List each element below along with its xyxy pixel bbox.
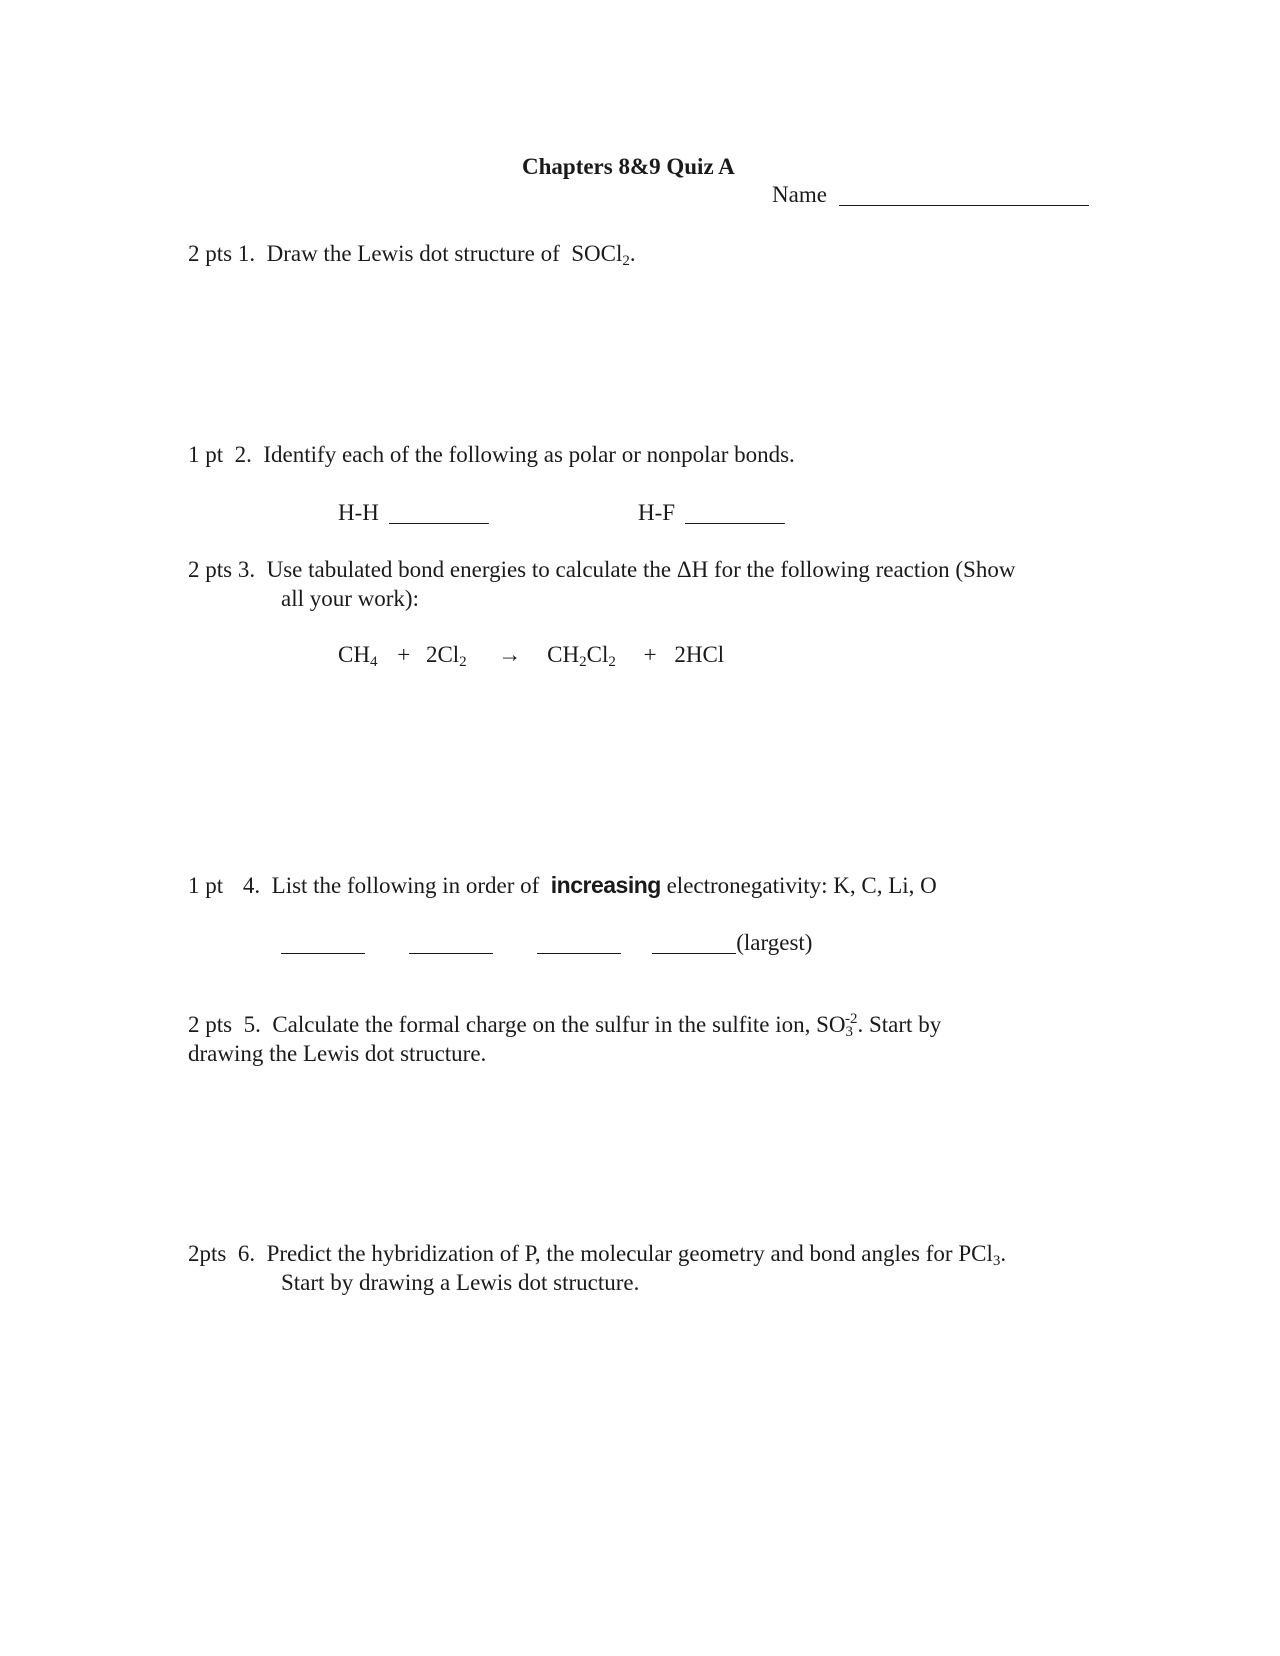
q2-points: 1 pt: [188, 442, 224, 467]
q4-largest-label: (largest): [736, 930, 813, 955]
q4-blank-4[interactable]: [652, 933, 736, 954]
q4-blank-1[interactable]: [281, 933, 365, 954]
q3-text-line-2: all your work):: [281, 586, 419, 611]
q2-bond-hf: [638, 501, 785, 524]
q2-bond-a-blank[interactable]: [389, 503, 489, 524]
q3-reaction: [338, 642, 725, 670]
q2-number: 2.: [234, 442, 252, 467]
q4-text-after: electronegativity: K, C, Li, O: [666, 873, 937, 898]
q5-points: 2 pts: [188, 1012, 233, 1037]
q6-sub: 3: [992, 1253, 1001, 1269]
q1-points: 2 pts: [188, 241, 233, 266]
q3-text-line-1: Use tabulated bond energies to calculate the ΔH for the following reaction (Show: [266, 557, 1016, 582]
question-1: [188, 241, 636, 269]
q5-sub: 3: [845, 1024, 853, 1040]
q1-period: .: [629, 241, 636, 266]
q6-text-line-2: Start by drawing a Lewis dot structure.: [281, 1270, 640, 1295]
name-blank[interactable]: [839, 185, 1089, 206]
q4-number: 4.: [242, 873, 261, 898]
q2-bond-hh: [338, 501, 489, 524]
q2-bond-b-label: H-F: [638, 500, 676, 525]
q1-formula-sub: 2: [622, 253, 630, 269]
q1-text: Draw the Lewis dot structure of: [266, 241, 560, 266]
quiz-title: Chapters 8&9 Quiz A: [522, 154, 735, 179]
question-4: [188, 874, 937, 897]
q1-formula: SOCl: [571, 241, 623, 266]
q6-period: .: [1000, 1241, 1007, 1266]
q4-blank-2[interactable]: [409, 933, 493, 954]
q6-text-line-1: Predict the hybridization of P, the molecular geometry and bond angles for PCl: [266, 1241, 993, 1266]
q5-line-2: drawing the Lewis dot structure.: [188, 1041, 487, 1066]
name-field: [772, 183, 1089, 206]
q5-text-after: . Start by: [857, 1012, 942, 1037]
reaction-arrow-icon: →: [498, 642, 522, 667]
question-2: [188, 443, 795, 466]
q6-points: 2pts: [188, 1241, 227, 1266]
product-hcl: 2HCl: [674, 642, 725, 667]
q1-number: 1.: [237, 241, 256, 266]
q3-number: 3.: [237, 557, 256, 582]
q4-points: 1 pt: [188, 873, 224, 898]
question-6-line-1: [188, 1241, 1007, 1269]
reactant-cl2: $2Cl_2$: [425, 642, 467, 670]
q5-sup: -2: [845, 1011, 858, 1027]
q4-blank-3[interactable]: [537, 933, 621, 954]
product-ch2cl2: $CH_2Cl_2$: [547, 642, 616, 670]
q6-number: 6.: [237, 1241, 256, 1266]
question-5-line-1: [188, 1011, 942, 1040]
plus-sign-2: +: [643, 642, 657, 667]
q2-bond-b-blank[interactable]: [685, 503, 785, 524]
plus-sign-1: +: [397, 642, 411, 667]
q5-text: Calculate the formal charge on the sulfur in the sulfite ion, SO: [272, 1012, 846, 1037]
q3-points: 2 pts: [188, 557, 233, 582]
question-3-line-1: [188, 558, 1015, 581]
reactant-ch4: $CH_4$: [338, 642, 378, 670]
q5-number: 5.: [243, 1012, 261, 1037]
q4-emphasis: increasing: [550, 872, 661, 898]
q2-text: Identify each of the following as polar or nonpolar bonds.: [263, 442, 795, 467]
q2-bond-a-label: H-H: [338, 500, 379, 525]
name-label: Name: [772, 182, 827, 207]
q4-answer-row: [281, 931, 812, 954]
q4-text-before: List the following in order of: [271, 873, 540, 898]
